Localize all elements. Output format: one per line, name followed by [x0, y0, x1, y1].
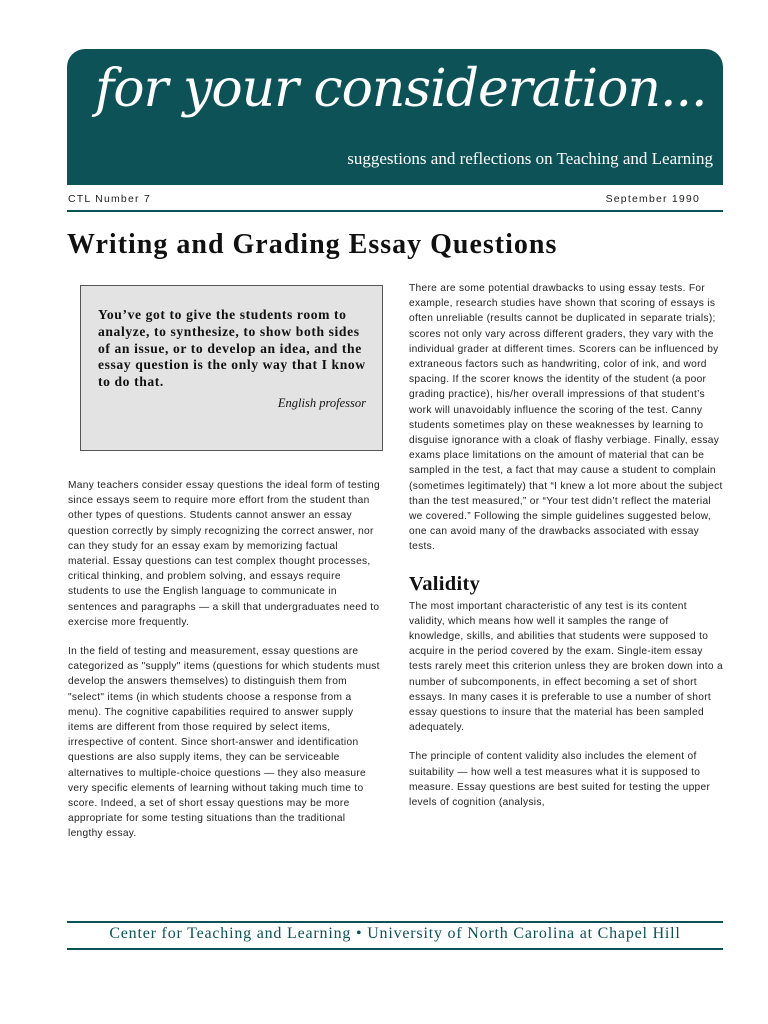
section-heading-validity: Validity	[409, 572, 481, 595]
pull-quote	[80, 285, 383, 451]
footer-divider-bottom	[67, 948, 723, 950]
issue-date: September 1990	[605, 193, 700, 205]
masthead-subtitle-prefix: suggestions and reflections on	[347, 149, 557, 168]
footer-divider-top	[67, 921, 723, 923]
body-paragraph: The principle of content validity also includes the element of suitability — how well a test measures what it is supposed to measure. Essay questions are best suited for testing the upper levels of cognition (analysis,	[409, 751, 711, 809]
article-title: Writing and Grading Essay Questions	[67, 229, 558, 260]
masthead-subtitle-emphasis: Teaching and Learning	[556, 149, 713, 168]
footer-separator: •	[351, 925, 368, 942]
body-paragraph: The most important characteristic of any test is its content validity, which means how well it samples the range of knowledge, skills, and abilities that students were supposed to acquire in the period covered by the exam. Single-item essay tests rarely meet this criterion unless they are broken down into a number of subcomponents, in effect becoming a set of short essays. In many cases it is preferable to use a number of short essay questions to insure that the material has been sampled adequately.	[409, 600, 723, 734]
pull-quote-text: You’ve got to give the students room to analyze, to synthesize, to show both sides of an issue, or to develop an idea, and the essay question is the only way that I know to do that.	[98, 307, 366, 390]
masthead-subtitle	[347, 149, 713, 169]
body-paragraph: Many teachers consider essay questions the ideal form of testing since essays seem to require more effort from the student than other types of questions. Students cannot answer an essay question correctly by simply recognizing the correct answer, nor can they study for an essay exam by memorizing factual material. Essay questions can test complex thought processes, critical thinking, and problem solving, and essays require students to use the English language to communicate in sentences and paragraphs — a skill that undergraduates need to exercise more frequently.	[68, 480, 380, 628]
left-column	[68, 478, 381, 842]
pull-quote-attribution: English professor	[277, 395, 366, 410]
masthead-title: for your consideration...	[95, 59, 707, 119]
footer-center-name: Center for Teaching and Learning	[109, 925, 352, 942]
header-divider	[67, 210, 723, 212]
masthead-banner	[67, 49, 723, 185]
body-paragraph: There are some potential drawbacks to using essay tests. For example, research studies have shown that scoring of essays is often unreliable (results cannot be duplicated in separate trials); scores not only vary across different graders, they vary with the individual grader at different times. Scorers can be influenced by extraneous factors such as handwriting, color of ink, and word spacing. If the scorer knows the identity of the student (a poor grading practice), his/her overall impressions of that student’s work will unavoidably influence the scoring of the test. Canny students sometimes play on these weaknesses by learning to disguise ignorance with a cloak of flashy verbiage. Finally, essay exams place limitations on the amount of material that can be sampled in the test, a fact that may cause a student to complain (sometimes legitimately) that “I knew a lot more about the subject than the test measured,” or “Your test didn’t reflect the material we covered.” Following the simple guidelines suggested below, one can avoid many of the drawbacks associated with essay tests.	[409, 283, 723, 553]
right-column	[409, 281, 723, 810]
footer-credit	[67, 925, 723, 943]
issue-number: CTL Number 7	[68, 193, 151, 205]
footer-university-name: University of North Carolina at Chapel Hill	[367, 925, 681, 942]
body-paragraph: In the field of testing and measurement, essay questions are categorized as "supply" items (questions for which students must develop the answers themselves) to distinguish them from "select" items (in which students choose a response from a menu). The cognitive capabilities required to answer supply items are different from those required by select items, irrespective of content. Since short-answer and identification questions are also supply items, they can be serviceable alternatives to multiple-choice questions — they also measure very specific elements of learning without taking much time to score. Indeed, a set of short essay questions may be more appropriate for some testing situations than the traditional lengthy essay.	[68, 646, 380, 840]
